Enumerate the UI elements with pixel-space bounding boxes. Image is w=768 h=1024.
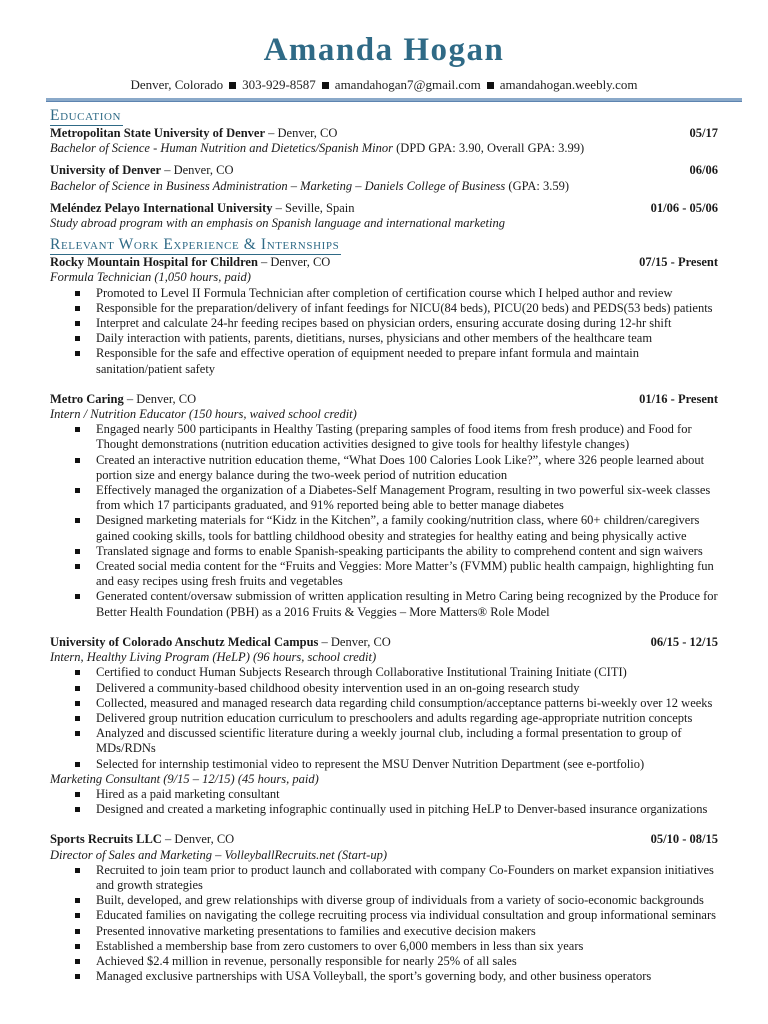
job-bullets [50, 286, 718, 377]
job-date: 07/15 - Present [639, 255, 718, 270]
job-bullets [50, 422, 718, 620]
candidate-name: Amanda Hogan [263, 32, 505, 68]
list-item: Translated signage and forms to enable Spanish-speaking participants the ability to comprehend content and sign waivers [50, 544, 718, 559]
education-entry [50, 201, 718, 231]
job-bullets [50, 665, 718, 771]
degree: Bachelor of Science - Human Nutrition and Dietetics/Spanish Minor [50, 141, 394, 156]
school-location: – Denver, CO [268, 126, 338, 140]
school-name: University of Denver [50, 163, 162, 178]
job-entry [50, 635, 718, 817]
job-date: 01/16 - Present [639, 391, 718, 406]
list-item: Built, developed, and grew relationships with diverse group of individuals from a variety of socio-economic backgrounds [50, 893, 718, 908]
list-item: Designed and created a marketing infographic continually used in pitching HeLP to Denver-based insurance organizations [50, 802, 718, 817]
list-item: Analyzed and discussed scientific literature during a weekly journal club, including a formal presentation to group of MDs/RDNs [50, 726, 718, 756]
employer-name: Rocky Mountain Hospital for Children [50, 255, 258, 270]
job-role-secondary: Marketing Consultant (9/15 – 12/15) (45 hours, paid) [50, 771, 319, 786]
degree: Study abroad program with an emphasis on Spanish language and international marketing [50, 216, 505, 231]
list-item: Responsible for the safe and effective operation of equipment needed to prepare infant formula and maintain sanitation/patient safety [50, 346, 718, 376]
job-date: 05/10 - 08/15 [650, 832, 718, 847]
degree: Bachelor of Science in Business Administration – Marketing – Daniels College of Business [50, 178, 506, 193]
employer-name: Sports Recruits LLC [50, 832, 162, 847]
list-item: Created an interactive nutrition education theme, “What Does 100 Calories Look Like?”, where 326 people learned about portion size and energy balance during the two-week period of nutrition education [50, 453, 718, 483]
list-item: Interpret and calculate 24-hr feeding recipes based on physician orders, ensuring accurate dosing during 12-hr shift [50, 316, 718, 331]
education-section [50, 107, 718, 231]
contact-location: Denver, Colorado [130, 77, 224, 92]
employer-location: – Denver, CO [164, 832, 235, 847]
job-entry [50, 832, 718, 984]
list-item: Effectively managed the organization of a Diabetes-Self Management Program, resulting in two powerful six-week classes from which 17 participants graduated, and 91% reported being able to better manage diabetes [50, 483, 718, 513]
contact-line [0, 77, 768, 93]
list-item: Certified to conduct Human Subjects Research through Collaborative Institutional Training Initiate (CITI) [50, 665, 718, 680]
list-item: Created social media content for the “Fruits and Veggies: More Matter’s (FVMM) public health campaign, highlighting fun and easy recipes using fresh fruits and vegetables [50, 559, 718, 589]
list-item: Responsible for the preparation/delivery of infant feedings for NICU(84 beds), PICU(20 beds) and PEDS(53 beds) patients [50, 301, 718, 316]
experience-section [50, 236, 718, 984]
list-item: Delivered a community-based childhood obesity intervention used in an on-going research study [50, 681, 718, 696]
contact-phone: 303-929-8587 [242, 77, 316, 92]
job-role: Intern / Nutrition Educator (150 hours, waived school credit) [50, 407, 357, 422]
contact-email: amandahogan7@gmail.com [334, 77, 481, 92]
employer-location: – Denver, CO [126, 391, 197, 406]
school-name: Metropolitan State University of Denver [50, 126, 266, 140]
list-item: Managed exclusive partnerships with USA Volleyball, the sport’s governing body, and other business operators [50, 969, 718, 984]
list-item: Recruited to join team prior to product launch and collaborated with company Co-Founders on market expansion initiatives and growth strategies [50, 863, 718, 893]
list-item: Promoted to Level II Formula Technician after completion of certification course which I helped author and review [50, 286, 718, 301]
school-name: Meléndez Pelayo International University [50, 200, 273, 215]
job-bullets [50, 787, 718, 817]
job-entry [50, 392, 718, 620]
contact-website: amandahogan.weebly.com [499, 77, 638, 92]
education-entry [50, 163, 718, 193]
square-bullet-icon [322, 82, 329, 89]
school-location: – Seville, Spain [275, 200, 355, 215]
list-item: Presented innovative marketing presentations to families and executive decision makers [50, 924, 718, 939]
education-entry [50, 126, 718, 156]
education-date: 01/06 - 05/06 [650, 200, 718, 215]
job-role: Director of Sales and Marketing – VolleyballRecruits.net (Start-up) [50, 847, 387, 862]
education-date: 05/17 [689, 126, 718, 140]
header-divider [46, 98, 742, 102]
degree-gpa: (DPD GPA: 3.90, Overall GPA: 3.99) [396, 141, 585, 156]
square-bullet-icon [487, 82, 494, 89]
education-date: 06/06 [689, 163, 718, 178]
job-bullets [50, 863, 718, 985]
employer-location: – Denver, CO [261, 255, 331, 270]
employer-name: Metro Caring [50, 391, 124, 406]
job-entry [50, 255, 718, 377]
job-role: Formula Technician (1,050 hours, paid) [50, 270, 251, 285]
list-item: Generated content/oversaw submission of written application resulting in Metro Caring being recognized by the Produce for Better Health Foundation (PBH) as a 2016 Fruits & Veggies – More Matters® Role Model [50, 589, 718, 619]
list-item: Delivered group nutrition education curriculum to preschoolers and adults regarding age-appropriate nutrition concepts [50, 711, 718, 726]
experience-title: Relevant Work Experience & Internships [50, 236, 340, 254]
resume-content [50, 107, 718, 984]
list-item: Designed marketing materials for “Kidz in the Kitchen”, a family cooking/nutrition class, where 60+ children/caregivers gained cooking skills, tools for battling childhood obesity and strategies for healthy eating and being physically active [50, 513, 718, 543]
list-item: Hired as a paid marketing consultant [50, 787, 718, 802]
list-item: Achieved $2.4 million in revenue, personally responsible for nearly 25% of all sales [50, 954, 718, 969]
list-item: Engaged nearly 500 participants in Healthy Tasting (preparing samples of food items from fresh produce) and Food for Thought demonstrations (nutrition education activities designed to give tools for healthy lifestyle changes) [50, 422, 718, 452]
employer-name: University of Colorado Anschutz Medical Campus [50, 634, 319, 649]
degree-gpa: (GPA: 3.59) [508, 178, 570, 193]
list-item: Collected, measured and managed research data regarding child consumption/acceptance patterns bi-weekly over 12 weeks [50, 696, 718, 711]
job-role: Intern, Healthy Living Program (HeLP) (96 hours, school credit) [50, 650, 377, 665]
square-bullet-icon [229, 82, 236, 89]
list-item: Daily interaction with patients, parents, dietitians, nurses, physicians and other members of the healthcare team [50, 331, 718, 346]
list-item: Selected for internship testimonial video to represent the MSU Denver Nutrition Department (see e-portfolio) [50, 757, 718, 772]
list-item: Established a membership base from zero customers to over 6,000 members in less than six years [50, 939, 718, 954]
school-location: – Denver, CO [164, 163, 234, 178]
employer-location: – Denver, CO [321, 634, 391, 649]
list-item: Educated families on navigating the college recruiting process via individual consultation and group informational seminars [50, 908, 718, 923]
education-title: Education [50, 107, 122, 124]
job-date: 06/15 - 12/15 [650, 634, 718, 649]
